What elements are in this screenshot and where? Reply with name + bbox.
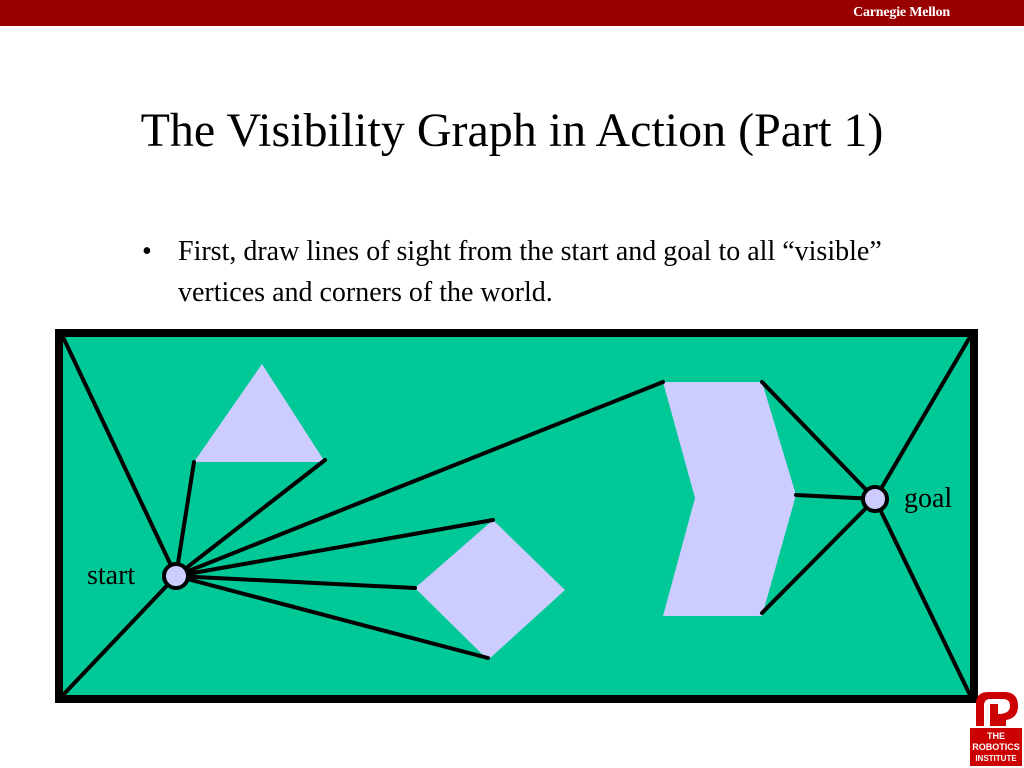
logo-text-line2: ROBOTICS [972,742,1020,752]
slide-title: The Visibility Graph in Action (Part 1) [140,104,884,157]
start-node [164,564,188,588]
start-label: start [87,560,136,591]
robotics-institute-logo [970,690,1022,766]
world-area [59,333,974,699]
bullet-marker: • [142,236,152,267]
logo-text-line3: INSTITUTE [975,754,1017,763]
logo-mark-stem [990,704,998,726]
bullet-text: First, draw lines of sight from the start and goal to all “visible” vertices and corners of the world. [178,236,882,308]
brand-name: Carnegie Mellon [853,5,950,20]
goal-node [863,487,887,511]
goal-label: goal [904,483,953,514]
logo-text-line1: THE [987,731,1005,741]
